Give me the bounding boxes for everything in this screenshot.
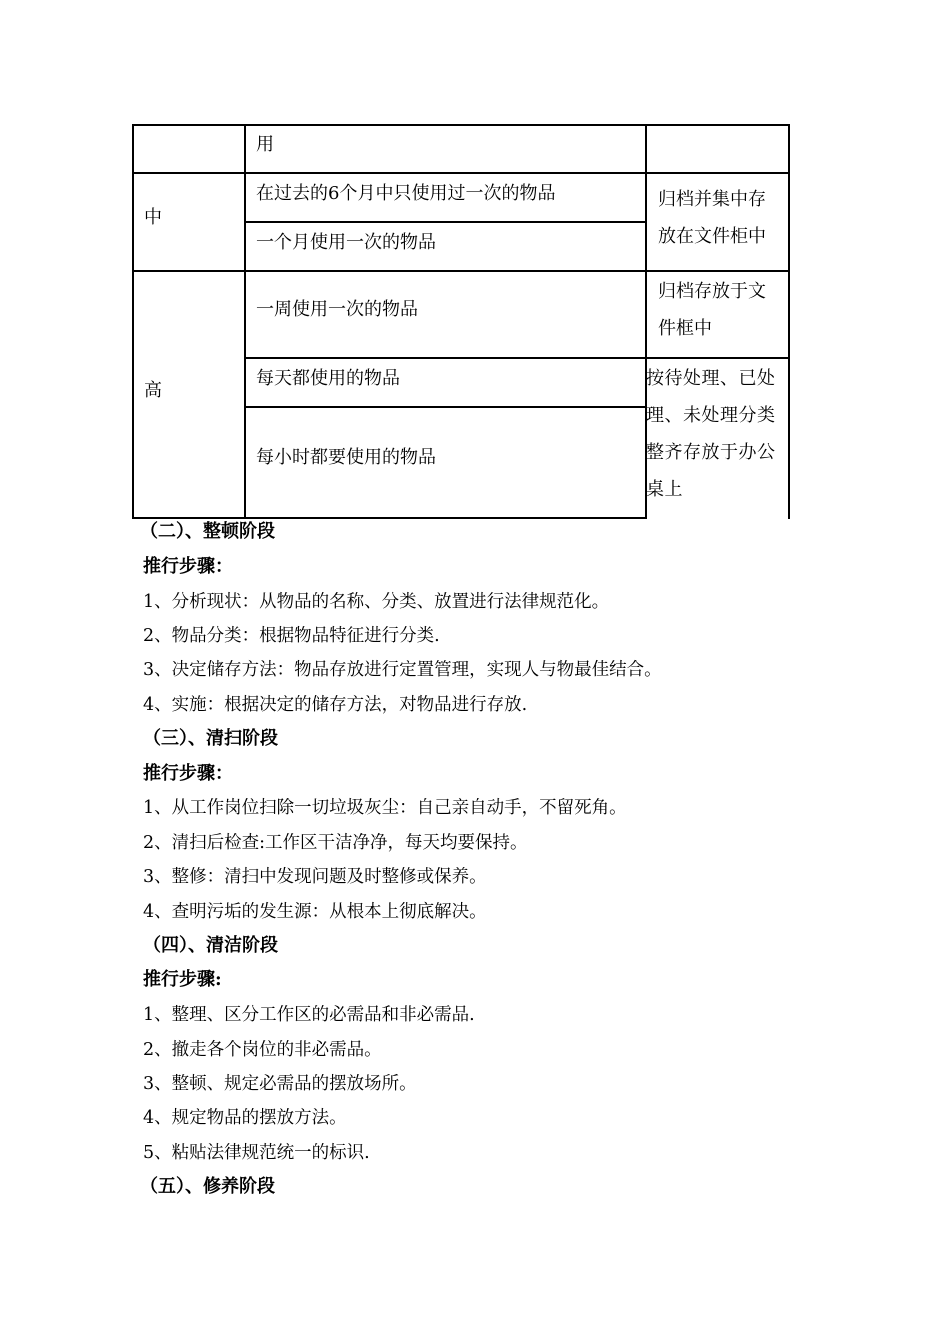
- table-cell-method: 按待处理、已处: [646, 368, 776, 389]
- table-cell-method: 归档并集中存: [658, 189, 766, 210]
- table-cell-method: 整齐存放于办公: [646, 442, 776, 463]
- table-border-right: [788, 124, 790, 519]
- step-item: 4、规定物品的摆放方法。: [143, 1108, 347, 1128]
- table-col-rule: [244, 124, 246, 519]
- step-item: 2、清扫后检查:工作区干洁净净，每天均要保持。: [143, 833, 528, 853]
- steps-label: 推行步骤：: [143, 763, 233, 784]
- section-heading: （三）、清扫阶段: [143, 728, 278, 749]
- table-rule: [244, 406, 646, 408]
- table-cell-method: 归档存放于文: [658, 281, 766, 302]
- step-item: 4、实施：根据决定的储存方法，对物品进行存放.: [143, 695, 528, 715]
- table-cell-method: 桌上: [646, 479, 683, 500]
- steps-label: 推行步骤：: [143, 556, 233, 577]
- table-rule: [244, 357, 790, 359]
- table-border-bottom: [132, 517, 646, 519]
- table-cell-desc: 用: [256, 134, 274, 155]
- table-cell-level-mid: 中: [144, 207, 162, 228]
- step-item: 3、决定储存方法：物品存放进行定置管理，实现人与物最佳结合。: [143, 660, 662, 680]
- table-cell-desc: 一周使用一次的物品: [256, 299, 418, 320]
- table-cell-method: 件框中: [658, 318, 712, 339]
- section-heading: （四）、清洁阶段: [143, 935, 278, 956]
- table-cell-method: 放在文件柜中: [658, 226, 766, 247]
- step-item: 1、分析现状：从物品的名称、分类、放置进行法律规范化。: [143, 592, 610, 612]
- table-rule: [244, 221, 646, 223]
- step-item: 3、整顿、规定必需品的摆放场所。: [143, 1074, 417, 1094]
- table-cell-level-high: 高: [144, 380, 162, 401]
- table-border-top: [132, 124, 790, 126]
- table-cell-desc: 每天都使用的物品: [256, 368, 400, 389]
- table-cell-method: 理、未处理分类: [646, 405, 776, 426]
- step-item: 4、查明污垢的发生源：从根本上彻底解决。: [143, 902, 487, 922]
- step-item: 1、整理、区分工作区的必需品和非必需品.: [143, 1005, 475, 1025]
- step-item: 1、从工作岗位扫除一切垃圾灰尘：自己亲自动手，不留死角。: [143, 798, 627, 818]
- step-item: 2、撤走各个岗位的非必需品。: [143, 1040, 382, 1060]
- table-border-left: [132, 124, 134, 519]
- step-item: 5、粘贴法律规范统一的标识.: [143, 1143, 370, 1163]
- table-cell-desc: 每小时都要使用的物品: [256, 447, 436, 468]
- step-item: 3、整修：清扫中发现问题及时整修或保养。: [143, 867, 487, 887]
- step-item: 2、物品分类：根据物品特征进行分类.: [143, 626, 440, 646]
- table-cell-desc: 在过去的6个月中只使用过一次的物品: [256, 183, 556, 204]
- table-rule: [132, 172, 790, 174]
- table-rule: [132, 270, 790, 272]
- table-cell-desc: 一个月使用一次的物品: [256, 232, 436, 253]
- section-heading: （二）、整顿阶段: [140, 521, 275, 542]
- section-heading: （五）、修养阶段: [140, 1176, 275, 1197]
- steps-label: 推行步骤:: [143, 969, 222, 990]
